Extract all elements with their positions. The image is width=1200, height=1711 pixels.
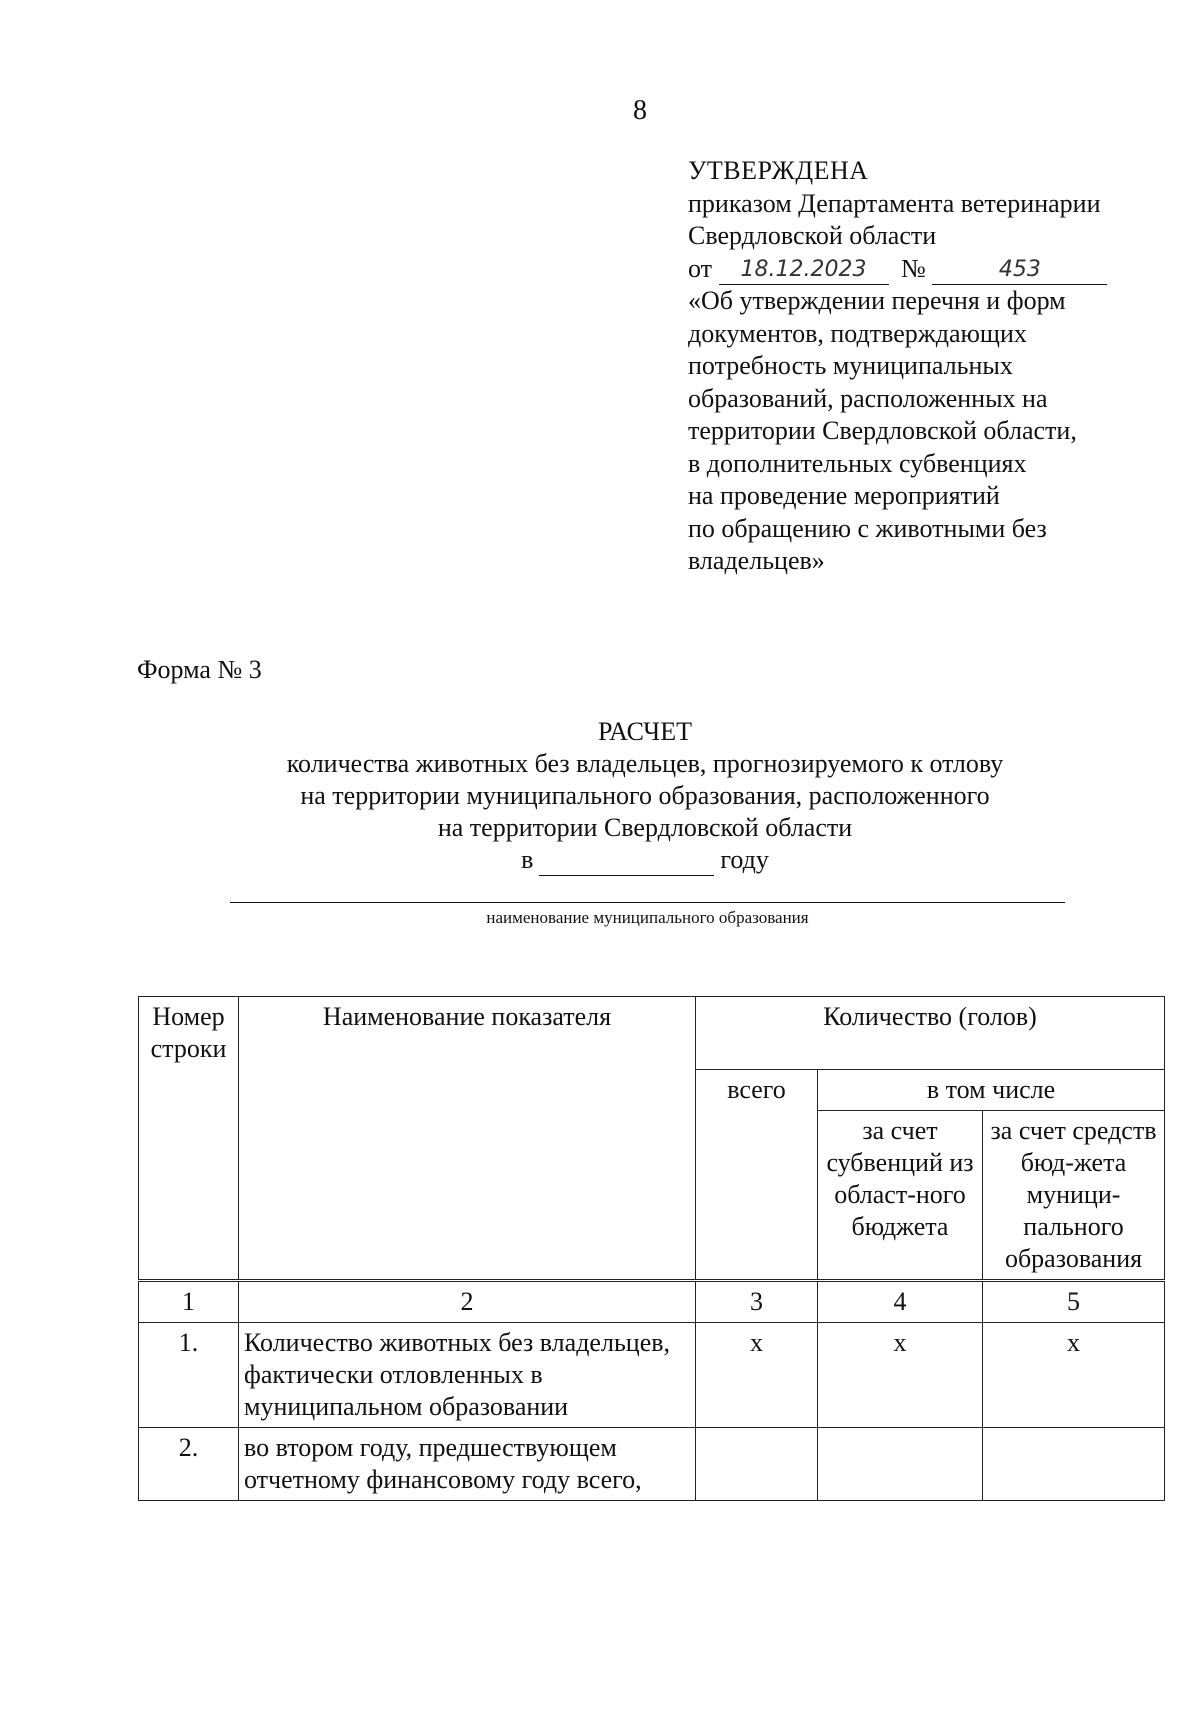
calculation-table	[138, 996, 1165, 1501]
number-field: 453	[932, 254, 1107, 285]
table-row	[139, 1323, 1165, 1428]
table-row	[139, 1428, 1165, 1501]
column-number: 1	[139, 1281, 239, 1323]
year-prefix: в	[521, 845, 534, 874]
calculation-title: РАСЧЕТ	[598, 717, 692, 746]
date-field: 18.12.2023	[719, 254, 889, 285]
calculation-subtitle-line: количества животных без владельцев, прогнозируемого к отлову	[286, 749, 1004, 778]
calculation-header	[230, 716, 1060, 876]
order-title-line: «Об утверждении перечня и форм	[688, 286, 1066, 315]
form-number: Форма № 3	[137, 655, 262, 684]
header-municipal: за счет средств бюд-жета муници-пального образования	[983, 1111, 1165, 1281]
calculation-subtitle-line: на территории муниципального образования, расположенного	[300, 781, 990, 810]
page-number: 8	[633, 95, 647, 126]
header-indicator: Наименование показателя	[239, 997, 696, 1281]
row-municipal	[983, 1428, 1165, 1501]
row-total: х	[696, 1323, 818, 1428]
municipality-name-line	[230, 902, 1065, 903]
year-suffix: году	[720, 845, 769, 874]
approval-block	[688, 155, 1158, 578]
year-blank-field	[539, 849, 714, 876]
header-including: в том числе	[818, 1070, 1165, 1111]
municipality-caption: наименование муниципального образования	[486, 908, 809, 927]
header-row-number: Номер строки	[139, 997, 239, 1281]
header-quantity: Количество (голов)	[696, 997, 1165, 1070]
column-number: 4	[818, 1281, 983, 1323]
approval-line: приказом Департамента ветеринарии	[688, 188, 1101, 218]
row-regional: х	[818, 1323, 983, 1428]
order-title-line: территории Свердловской области,	[688, 416, 1077, 445]
column-number: 5	[983, 1281, 1165, 1323]
number-prefix: №	[901, 253, 926, 283]
order-title-line: владельцев»	[688, 546, 825, 575]
row-municipal: х	[983, 1323, 1165, 1428]
column-number: 2	[239, 1281, 696, 1323]
order-title-line: в дополнительных субвенциях	[688, 448, 1027, 478]
row-name: во втором году, предшествующем отчетному финансовому году всего,	[239, 1428, 696, 1501]
year-line	[230, 844, 1060, 876]
order-title-line: по обращению с животными без	[688, 513, 1047, 543]
approval-heading: УТВЕРЖДЕНА	[688, 156, 869, 185]
approval-line: Свердловской области	[688, 221, 937, 250]
row-number: 2.	[139, 1428, 239, 1501]
header-total: всего	[696, 1070, 818, 1281]
row-name: Количество животных без владельцев, фактически отловленных в муниципальном образовании	[239, 1323, 696, 1428]
order-title-line: потребность муниципальных	[688, 351, 1013, 380]
table-header-row	[139, 997, 1165, 1070]
order-title-line: документов, подтверждающих	[688, 318, 1027, 348]
order-title-line: на проведение мероприятий	[688, 481, 1000, 510]
approval-date-number-line	[688, 253, 1158, 286]
row-regional	[818, 1428, 983, 1501]
date-prefix: от	[688, 253, 713, 283]
row-number: 1.	[139, 1323, 239, 1428]
column-number: 3	[696, 1281, 818, 1323]
order-title-line: образований, расположенных на	[688, 383, 1048, 413]
column-number-row	[139, 1281, 1165, 1323]
header-regional: за счет субвенций из област-ного бюджета	[818, 1111, 983, 1281]
row-total	[696, 1428, 818, 1501]
calculation-subtitle-line: на территории Свердловской области	[437, 813, 853, 842]
